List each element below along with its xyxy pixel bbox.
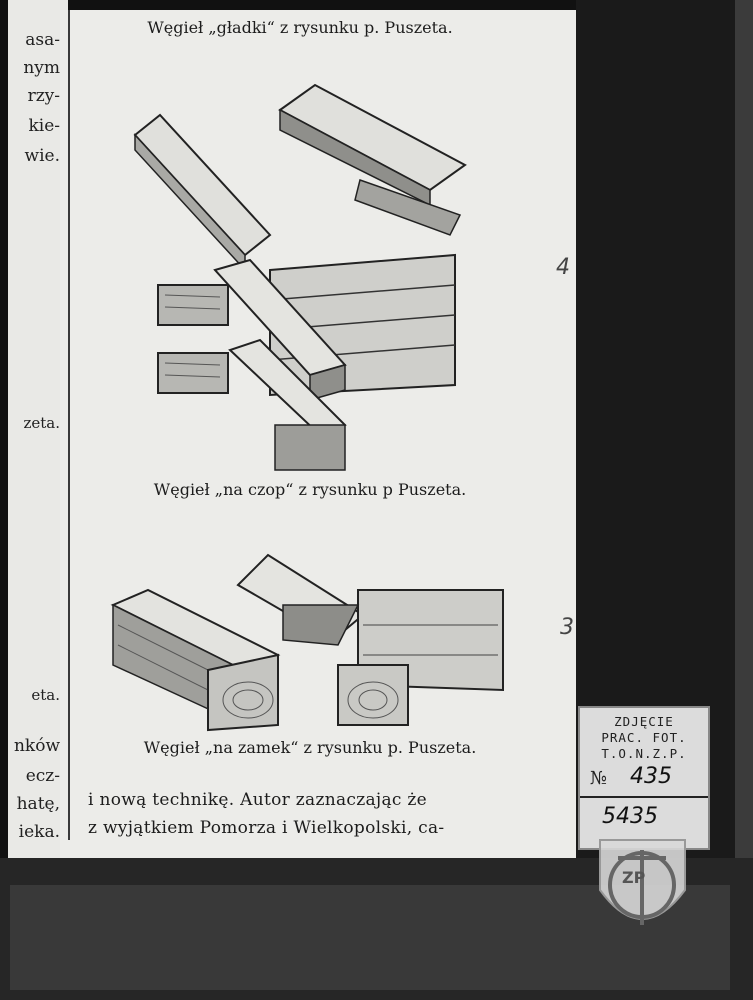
fragment: ecz-	[25, 766, 60, 786]
archive-label	[578, 706, 710, 850]
margin-mark: 4	[556, 255, 570, 280]
figure-caption-3: Węgieł „na zamek“ z rysunku p. Puszeta.	[143, 738, 477, 757]
lock-joint-illustration	[108, 545, 508, 735]
body-text-line: z wyjątkiem Pomorza i Wielkopolski, ca-	[88, 818, 445, 838]
left-fragments	[8, 0, 60, 860]
archive-number: 435	[630, 764, 672, 789]
label-line: PRAC. FOT.	[601, 730, 687, 745]
margin-mark: 3	[560, 615, 574, 640]
archive-number-second: 5435	[602, 804, 658, 829]
figure-caption-2: Węgieł „na czop“ z rysunku p Puszeta.	[153, 480, 467, 499]
label-line: ZDJĘCIE	[614, 714, 674, 729]
fragment: ieka.	[18, 822, 60, 842]
fragment: wie.	[24, 146, 60, 166]
emblem-text: ZP	[622, 868, 646, 887]
fragment: kie-	[28, 116, 60, 136]
figure-caption-1: Węgieł „gładki“ z rysunku p. Puszeta.	[147, 18, 453, 37]
fragment: eta.	[31, 686, 60, 704]
fragment: zeta.	[23, 414, 60, 432]
right-edge-strip	[735, 0, 753, 1000]
corner-joint-illustration	[120, 75, 470, 475]
fragment: nków	[13, 736, 60, 756]
number-prefix: №	[590, 768, 608, 789]
shield-emblem-icon	[580, 830, 705, 950]
body-text-line: i nową technikę. Autor zaznaczając że	[88, 790, 428, 810]
fragment: asa-	[25, 30, 60, 50]
label-line: T.O.N.Z.P.	[601, 746, 687, 761]
column-rule	[68, 10, 70, 840]
fragment: hatę,	[16, 794, 60, 814]
fragment: nym	[23, 58, 60, 78]
fragment: rzy-	[27, 86, 60, 106]
